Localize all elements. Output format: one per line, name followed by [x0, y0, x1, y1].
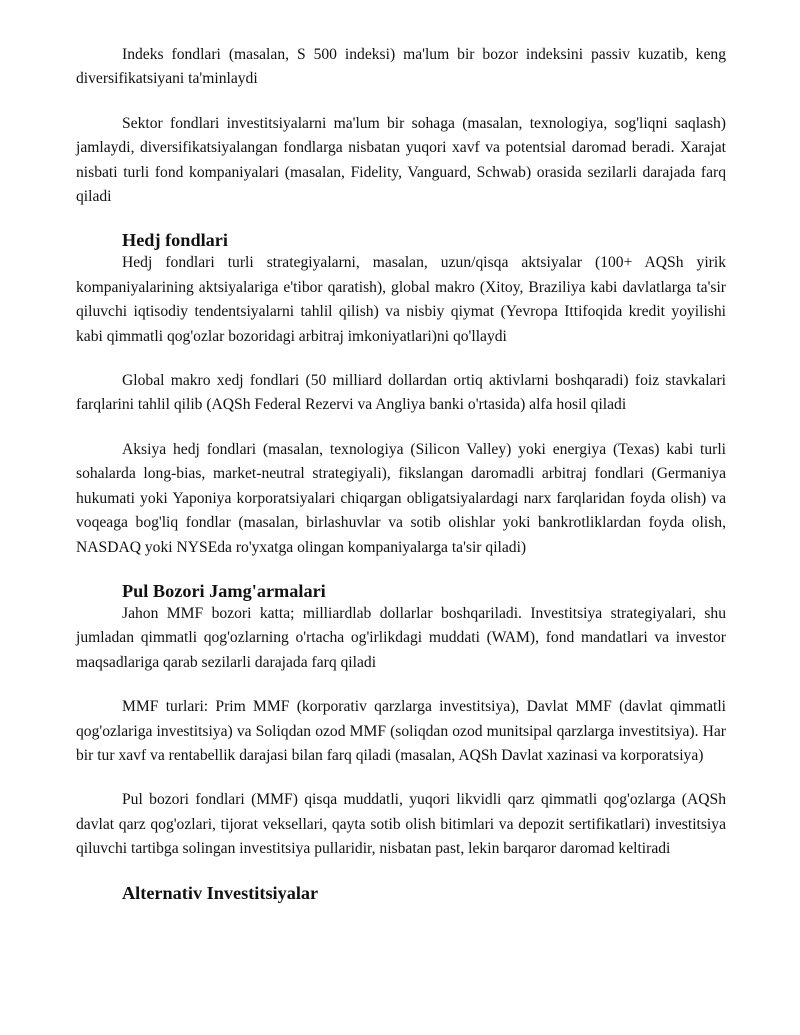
- heading-money-market-funds: Pul Bozori Jamg'armalari: [122, 580, 326, 601]
- paragraph-mmf-market: Jahon MMF bozori katta; milliardlab dollarlar boshqariladi. Investitsiya strategiyalari, shu jumladan qimmatli qog'ozlarning o'rtacha og'irlikdagi muddati (WAM), fond mandatlari va investor maqsadlariga qarab sezilarli darajada farq qiladi: [76, 604, 726, 671]
- heading-alternative-investments: Alternativ Investitsiyalar: [122, 882, 319, 903]
- paragraph-mmf-definition: Pul bozori fondlari (MMF) qisqa muddatli, yuqori likvidli qarz qimmatli qog'ozlarga (AQSh davlat qarz qog'ozlari, tijorat veksellari, qayta sotib olish bitimlari va depozit sertifikatlari) investitsiya qiluvchi tartibga solingan investitsiya pullaridir, nisbatan past, lekin barqaror daromad keltiradi: [76, 791, 726, 858]
- paragraph-sector-funds: Sektor fondlari investitsiyalarni ma'lum bir sohaga (masalan, texnologiya, sog'liqni saqlash) jamlaydi, diversifikatsiyalangan fondlarga nisbatan yuqori xavf va potentsial daromad beradi. Xarajat nisbati turli fond kompaniyalari (masalan, Fidelity, Vanguard, Schwab) orasida sezilarli darajada farq qiladi: [76, 114, 726, 206]
- paragraph-index-funds: Indeks fondlari (masalan, S 500 indeksi) ma'lum bir bozor indeksini passiv kuzatib, keng diversifikatsiyani ta'minlaydi: [76, 46, 726, 88]
- heading-hedge-funds: Hedj fondlari: [122, 230, 228, 251]
- paragraph-hedge-strategies: Hedj fondlari turli strategiyalarni, masalan, uzun/qisqa aktsiyalar (100+ AQSh yirik kompaniyalarining aktsiyalariga e'tibor qaratish), global makro (Xitoy, Braziliya kabi davlatlarga ta'sir qiluvchi iqtisodiy tendentsiyalarni tahlil qilish) va nisbiy qiymat (Yevropa Ittifoqida kredit yoyilishi kabi qimmatli qog'ozlar bozoridagi arbitraj imkoniyatlari)ni qo'llaydi: [76, 254, 726, 345]
- paragraph-mmf-types: MMF turlari: Prim MMF (korporativ qarzlarga investitsiya), Davlat MMF (davlat qimmatli qog'ozlariga investitsiya) va Soliqdan ozod MMF (soliqdan ozod munitsipal qarzlarga investitsiya). Har bir tur xavf va rentabellik darajasi bilan farq qiladi (masalan, AQSh Davlat xazinasi va korporatsiya): [76, 698, 726, 764]
- paragraph-global-macro: Global makro xedj fondlari (50 milliard dollardan ortiq aktivlarni boshqaradi) foiz stavkalari farqlarini tahlil qilib (AQSh Federal Rezervi va Angliya banki o'rtasida) alfa hosil qiladi: [76, 372, 726, 414]
- paragraph-equity-hedge: Aksiya hedj fondlari (masalan, texnologiya (Silicon Valley) yoki energiya (Texas) kabi turli sohalarda long-bias, market-neutral strategiyali), fikslangan daromadli arbitraj fondlari (Germaniya hukumati yoki Yaponiya korporatsiyalari chiqargan obligatsiyalardagi narx farqlaridan foyda olish) va voqeaga bog'liq fondlar (masalan, birlashuvlar va sotib olishlar yoki bankrotliklardan foyda olish, NASDAQ yoki NYSEda ro'yxatga olingan kompaniyalarga ta'sir qiladi): [76, 440, 726, 556]
